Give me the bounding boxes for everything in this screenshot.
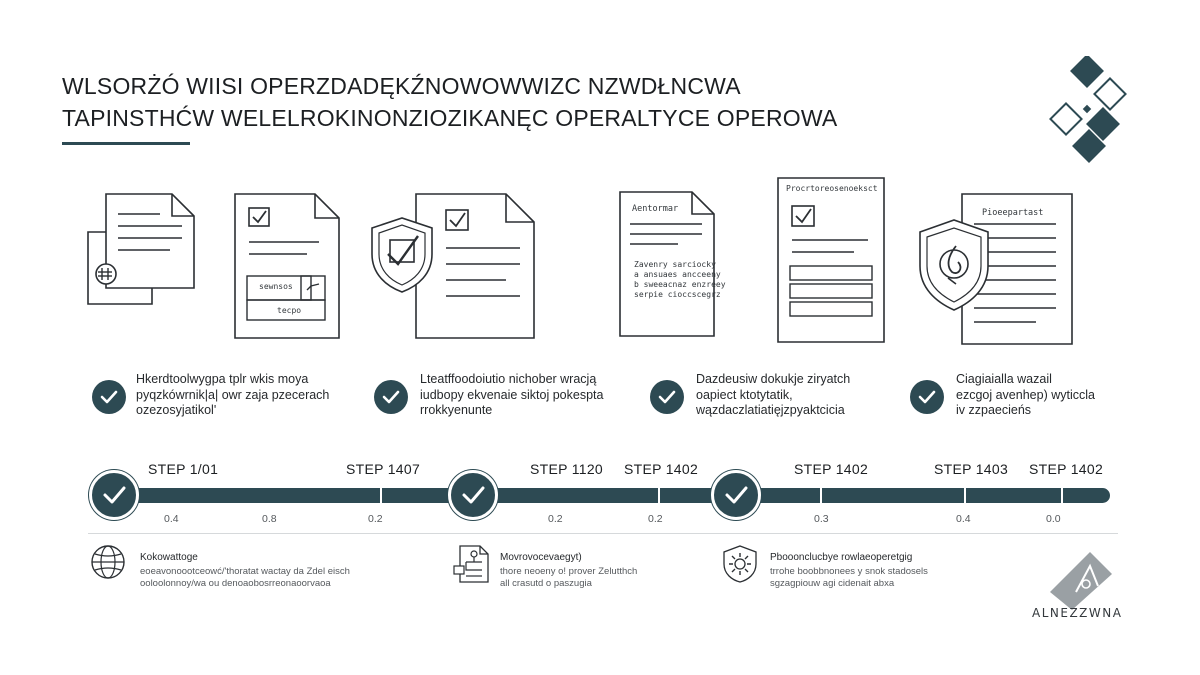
tick-value-3: 0.2 [368, 513, 383, 525]
footer-3-text: trrohe boobbnonees y snok stadosels sgzagpiouw agi cidenait abxa [770, 566, 928, 589]
tick-value-4: 0.2 [548, 513, 563, 525]
timeline-separator [820, 488, 822, 503]
tick-value-5: 0.2 [648, 513, 663, 525]
brand-name: ALNEZZWNA [1032, 606, 1123, 620]
step-label-7: STEP 1402 [1029, 461, 1104, 477]
title-line-2: TAPINSTHĆW WELELROKINONZIOZIKANĘC OPERALTYCE OPEROWA [62, 105, 838, 131]
doc-label-line-4: serpie cioccscegrz [634, 290, 721, 299]
doc-label-line-3: b sweeacnaz enzreey [634, 280, 726, 289]
step-label-2: STEP 1407 [346, 461, 421, 477]
tick-value-8: 0.0 [1046, 513, 1061, 525]
footer-2-text: thore neoeny o! prover Zelutthch all crasutd o paszugia [500, 566, 638, 589]
benefit-1-text: Hkerdtoolwygpa tplr wkis moya pyqzkówrnik|a| owr zaja pzecerach ozezosyjatikol' [136, 372, 330, 417]
shield-document-icon [370, 192, 542, 342]
section-divider [88, 533, 1118, 534]
timeline-node-3-check-icon [711, 470, 761, 520]
form-doc-title: Procrtoreosenoeksct [786, 184, 878, 193]
doc-label-line-1: Zavenry sarciocky [634, 260, 716, 269]
timeline-separator [658, 488, 660, 503]
timeline-node-2-check-icon [448, 470, 498, 520]
corner-logo-icon [1045, 56, 1135, 166]
shield-seal-document-icon [916, 188, 1076, 348]
tick-value-7: 0.4 [956, 513, 971, 525]
timeline-separator [964, 488, 966, 503]
benefit-1-check-icon [92, 380, 126, 414]
benefit-2-text: Lteatffoodoiutio nichober wracją iudbopy ekvenaie siktoj pokespta rrokkyenunte [420, 372, 604, 417]
benefit-3-text: Dazdeusiw dokukje ziryatch oapiect ktotytatik, wązdaczlatiatięjzpyaktcicia [696, 372, 851, 417]
benefit-2-check-icon [374, 380, 408, 414]
gear-shield-icon [720, 544, 760, 589]
brand-logo-icon [1050, 548, 1114, 610]
timeline-track [108, 488, 1110, 503]
tick-value-6: 0.3 [814, 513, 829, 525]
seal-doc-title: Pioeepartast [982, 208, 1044, 218]
step-label-5: STEP 1402 [794, 461, 869, 477]
form-document-icon [776, 176, 888, 346]
tick-value-1: 0.4 [164, 513, 179, 525]
globe-icon [90, 544, 126, 585]
step-label-3: STEP 1120 [530, 461, 604, 477]
form-label-top: sewnsos [259, 282, 293, 291]
form-label-bottom: tecpo [277, 306, 302, 315]
step-label-1: STEP 1/01 [148, 461, 219, 477]
timeline-separator [1061, 488, 1063, 503]
tick-value-2: 0.8 [262, 513, 277, 525]
step-label-4: STEP 1402 [624, 461, 699, 477]
document-stack-icon [86, 192, 198, 312]
benefit-3-check-icon [650, 380, 684, 414]
footer-1-title: Kokowattoge [140, 552, 198, 563]
title-line-1: WLSORŻÓ WIISI OPERZDADĘKŹNOWOWWIZC NZWDŁNCWA [62, 73, 741, 99]
step-label-6: STEP 1403 [934, 461, 1009, 477]
checklist-form-icon [233, 192, 343, 342]
page-title [62, 70, 962, 134]
timeline-node-1-check-icon [89, 470, 139, 520]
text-document-icon [618, 190, 726, 340]
footer-1-text: eoeavonoootceowć/'thoratat wactay da Zdel eisch ooloolonnoy/wa ou denoaobosrreonaoorvaoa [140, 566, 350, 589]
benefit-4-text: Ciagiaialla wazail ezcgoj avenhep) wyticcla iv zzpaecieńs [956, 372, 1095, 417]
network-document-icon [452, 544, 492, 589]
doc-label-line-2: a ansuaes ancceeny [634, 270, 721, 279]
title-underline [62, 142, 190, 145]
doc-label-title: Aentormar [632, 204, 679, 214]
footer-2-title: Movrovocevaegyt) [500, 552, 582, 563]
timeline-separator [380, 488, 382, 503]
footer-3-title: Pbooonclucbye rowlaeoperetgig [770, 552, 913, 563]
benefit-4-check-icon [910, 380, 944, 414]
